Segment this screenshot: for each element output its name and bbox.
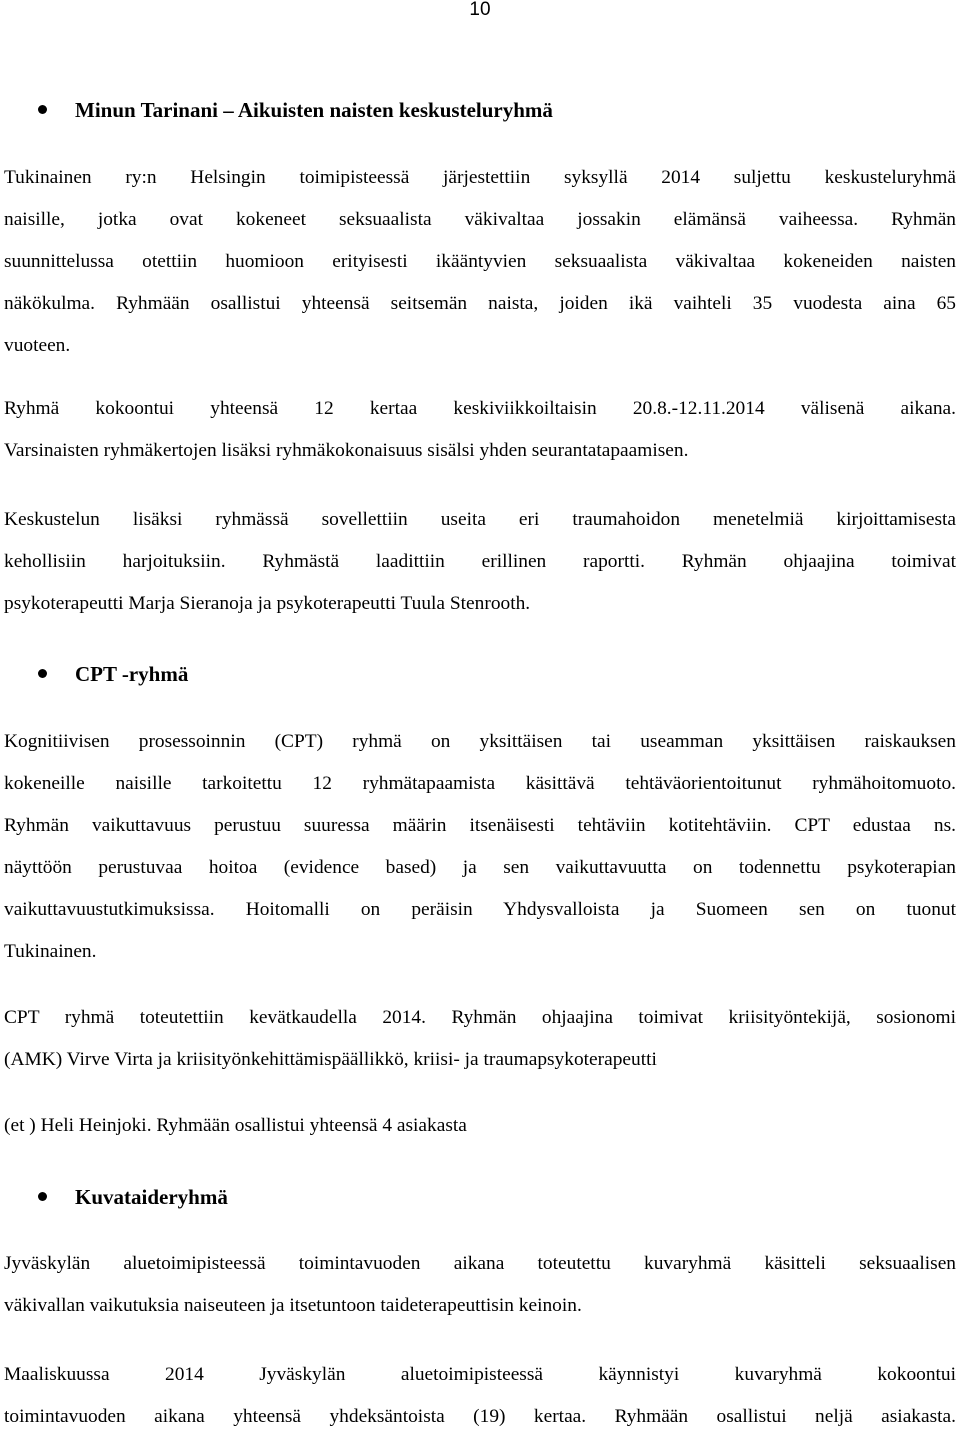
text-line: CPT ryhmä toteutettiin kevätkaudella 2014. Ryhmän ohjaajina toimivat kriisityöntekijä, sosionomi: [4, 1007, 956, 1028]
text-line: (et ) Heli Heinjoki. Ryhmään osallistui yhteensä 4 asiakasta: [4, 1115, 467, 1136]
text-line: Tukinainen ry:n Helsingin toimipisteessä järjestettiin syksyllä 2014 suljettu keskusteluryhmä: [4, 167, 956, 188]
section-heading-minun-tarinani: Minun Tarinani – Aikuisten naisten keskusteluryhmä: [0, 94, 960, 126]
section-heading-cpt: CPT -ryhmä: [0, 658, 960, 690]
text-line: naisille, jotka ovat kokeneet seksuaalista väkivaltaa jossakin elämänsä vaiheessa. Ryhmän: [4, 209, 956, 230]
paragraph: [4, 1354, 956, 1429]
text-line: näkökulma. Ryhmään osallistui yhteensä seitsemän naista, joiden ikä vaihteli 35 vuodesta aina 65: [4, 293, 956, 314]
paragraph: [4, 721, 956, 973]
text-line: Keskustelun lisäksi ryhmässä sovellettiin useita eri traumahoidon menetelmiä kirjoittamisesta: [4, 509, 956, 530]
paragraph: [4, 1105, 956, 1147]
text-line: Ryhmä kokoontui yhteensä 12 kertaa keskiviikkoiltaisin 20.8.-12.11.2014 välisenä aikana.: [4, 398, 956, 419]
text-line: toimintavuoden aikana yhteensä yhdeksäntoista (19) kertaa. Ryhmään osallistui neljä asiakasta.: [4, 1406, 956, 1427]
text-line: kokeneille naisille tarkoitettu 12 ryhmätapaamista käsittävä tehtäväorientoitunut ryhmähoitomuoto.: [4, 773, 956, 794]
section-heading-kuvataideryhma: Kuvataideryhmä: [0, 1181, 960, 1213]
text-line: psykoterapeutti Marja Sieranoja ja psykoterapeutti Tuula Stenrooth.: [4, 593, 531, 614]
paragraph: [4, 157, 956, 367]
paragraph: [4, 997, 956, 1081]
bullet-icon: [38, 1192, 47, 1201]
text-line: Jyväskylän aluetoimipisteessä toimintavuoden aikana toteutettu kuvaryhmä käsitteli seksuaalisen: [4, 1253, 956, 1274]
bullet-icon: [38, 105, 47, 114]
bullet-icon: [38, 669, 47, 678]
text-line: vaikuttavuustutkimuksissa. Hoitomalli on peräisin Yhdysvalloista ja Suomeen sen on tuonut: [4, 899, 956, 920]
text-line: Kognitiivisen prosessoinnin (CPT) ryhmä on yksittäisen tai useamman yksittäisen raiskauksen: [4, 731, 956, 752]
text-line: suunnittelussa otettiin huomioon erityisesti ikääntyvien seksuaalista väkivaltaa kokeneiden naisten: [4, 251, 956, 272]
text-line: Ryhmän vaikuttavuus perustuu suuressa määrin itsenäisesti tehtäviin kotitehtäviin. CPT edustaa ns.: [4, 815, 956, 836]
text-line: Maaliskuussa 2014 Jyväskylän aluetoimipisteessä käynnistyi kuvaryhmä kokoontui: [4, 1364, 956, 1385]
page-number: 10: [469, 0, 491, 20]
text-line: kehollisiin harjoituksiin. Ryhmästä laadittiin erillinen raportti. Ryhmän ohjaajina toimivat: [4, 551, 956, 572]
paragraph: [4, 499, 956, 625]
text-line: väkivallan vaikutuksia naiseuteen ja itsetuntoon taideterapeuttisin keinoin.: [4, 1295, 582, 1316]
paragraph: [4, 1243, 956, 1327]
text-line: (AMK) Virve Virta ja kriisityönkehittämispäällikkö, kriisi- ja traumapsykoterapeutti: [4, 1049, 657, 1070]
text-line: Tukinainen.: [4, 941, 97, 962]
text-line: vuoteen.: [4, 335, 71, 356]
text-line: Varsinaisten ryhmäkertojen lisäksi ryhmäkokonaisuus sisälsi yhden seurantatapaamisen.: [4, 440, 689, 461]
text-line: näyttöön perustuvaa hoitoa (evidence based) ja sen vaikuttavuutta on todennettu psykoterapian: [4, 857, 956, 878]
paragraph: [4, 388, 956, 472]
